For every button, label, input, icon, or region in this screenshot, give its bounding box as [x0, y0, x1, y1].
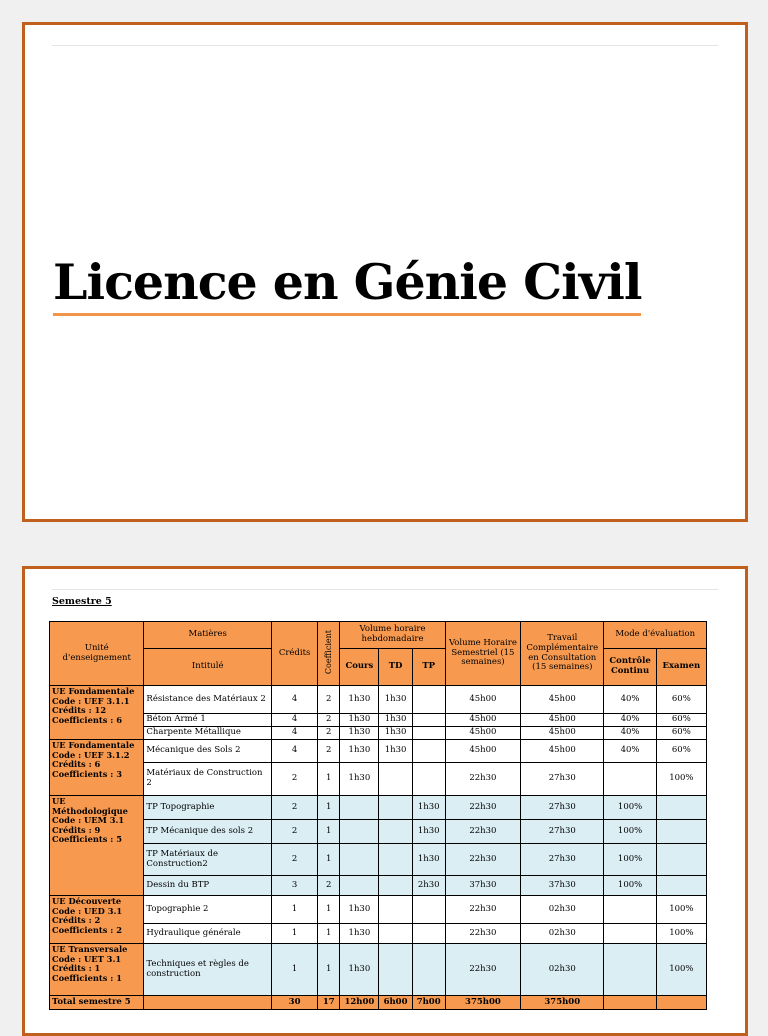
value-cell-co: 2: [318, 727, 340, 740]
subject-cell: Charpente Métallique: [144, 727, 272, 740]
value-cell-cc: 40%: [604, 714, 656, 727]
total-cell-cr: 30: [272, 996, 318, 1010]
value-cell-ex: 60%: [656, 740, 706, 763]
total-cell-vs: 375h00: [445, 996, 520, 1010]
table-row: [50, 796, 707, 820]
value-cell-tc: 02h30: [521, 944, 604, 996]
total-cell-tc: 375h00: [521, 996, 604, 1010]
value-cell-td: [379, 896, 412, 924]
value-cell-cc: 100%: [604, 844, 656, 876]
value-cell-cr: 3: [272, 876, 318, 896]
value-cell-tc: 37h30: [521, 876, 604, 896]
value-cell-ex: 60%: [656, 686, 706, 714]
value-cell-c: 1h30: [340, 896, 379, 924]
value-cell-tp: [412, 924, 445, 944]
value-cell-ex: 60%: [656, 727, 706, 740]
value-cell-c: 1h30: [340, 924, 379, 944]
total-cell-m: [144, 996, 272, 1010]
value-cell-cc: 100%: [604, 876, 656, 896]
value-cell-td: [379, 763, 412, 796]
value-cell-tc: 27h30: [521, 763, 604, 796]
value-cell-td: 1h30: [379, 740, 412, 763]
value-cell-vs: 45h00: [445, 727, 520, 740]
table-body: [50, 686, 707, 1010]
header-controle: Contrôle Continu: [604, 649, 656, 686]
value-cell-co: 1: [318, 924, 340, 944]
unit-cell: UE Découverte Code : UED 3.1 Crédits : 2 Coefficients : 2: [50, 896, 144, 944]
value-cell-vs: 22h30: [445, 944, 520, 996]
header-examen: Examen: [656, 649, 706, 686]
value-cell-c: 1h30: [340, 727, 379, 740]
subject-cell: Mécanique des Sols 2: [144, 740, 272, 763]
unit-cell: UE Fondamentale Code : UEF 3.1.1 Crédits : 12 Coefficients : 6: [50, 686, 144, 740]
semester-page: [22, 566, 748, 1036]
top-rule: [52, 589, 718, 590]
unit-cell: UE Transversale Code : UET 3.1 Crédits : 1 Coefficients : 1: [50, 944, 144, 996]
value-cell-cc: [604, 924, 656, 944]
value-cell-cr: 2: [272, 763, 318, 796]
value-cell-tc: 02h30: [521, 924, 604, 944]
value-cell-cr: 4: [272, 727, 318, 740]
value-cell-vs: 22h30: [445, 820, 520, 844]
unit-cell: UE Fondamentale Code : UEF 3.1.2 Crédits : 6 Coefficients : 3: [50, 740, 144, 796]
curriculum-table: [49, 621, 707, 1010]
value-cell-cc: 40%: [604, 727, 656, 740]
value-cell-tp: [412, 727, 445, 740]
subject-cell: TP Topographie: [144, 796, 272, 820]
value-cell-co: 1: [318, 763, 340, 796]
value-cell-tp: [412, 896, 445, 924]
value-cell-tc: 27h30: [521, 796, 604, 820]
total-cell-ex: [656, 996, 706, 1010]
value-cell-td: [379, 820, 412, 844]
value-cell-tp: 1h30: [412, 844, 445, 876]
value-cell-cr: 4: [272, 714, 318, 727]
subject-cell: Résistance des Matériaux 2: [144, 686, 272, 714]
total-cell-label: Total semestre 5: [50, 996, 144, 1010]
value-cell-c: [340, 796, 379, 820]
value-cell-c: 1h30: [340, 714, 379, 727]
value-cell-co: 2: [318, 686, 340, 714]
value-cell-cc: [604, 944, 656, 996]
value-cell-tc: 27h30: [521, 844, 604, 876]
value-cell-tc: 02h30: [521, 896, 604, 924]
value-cell-vs: 22h30: [445, 844, 520, 876]
total-row: [50, 996, 707, 1010]
value-cell-c: [340, 844, 379, 876]
value-cell-td: [379, 844, 412, 876]
value-cell-cr: 1: [272, 944, 318, 996]
header-coefficient: Coefficient: [318, 622, 340, 686]
value-cell-tp: [412, 714, 445, 727]
value-cell-vs: 45h00: [445, 740, 520, 763]
header-intitule: Intitulé: [144, 649, 272, 686]
value-cell-tc: 27h30: [521, 820, 604, 844]
value-cell-co: 2: [318, 740, 340, 763]
subject-cell: Béton Armé 1: [144, 714, 272, 727]
total-cell-c: 12h00: [340, 996, 379, 1010]
value-cell-cc: 40%: [604, 740, 656, 763]
header-volume-semestriel: Volume Horaire Semestriel (15 semaines): [445, 622, 520, 686]
value-cell-co: 2: [318, 876, 340, 896]
value-cell-cc: 100%: [604, 796, 656, 820]
value-cell-cr: 1: [272, 924, 318, 944]
value-cell-c: [340, 820, 379, 844]
value-cell-ex: 100%: [656, 763, 706, 796]
value-cell-co: 2: [318, 714, 340, 727]
value-cell-td: 1h30: [379, 714, 412, 727]
value-cell-ex: [656, 820, 706, 844]
value-cell-ex: 100%: [656, 924, 706, 944]
subject-cell: Dessin du BTP: [144, 876, 272, 896]
value-cell-td: [379, 944, 412, 996]
header-volume-hebdo: Volume horaire hebdomadaire: [340, 622, 445, 649]
header-mode-evaluation: Mode d'évaluation: [604, 622, 707, 649]
header-matieres: Matières: [144, 622, 272, 649]
value-cell-ex: 100%: [656, 896, 706, 924]
value-cell-td: 1h30: [379, 727, 412, 740]
value-cell-cr: 1: [272, 896, 318, 924]
value-cell-co: 1: [318, 896, 340, 924]
value-cell-c: 1h30: [340, 686, 379, 714]
value-cell-co: 1: [318, 944, 340, 996]
semester-label: Semestre 5: [52, 596, 112, 607]
value-cell-tp: [412, 944, 445, 996]
subject-cell: Topographie 2: [144, 896, 272, 924]
value-cell-c: 1h30: [340, 763, 379, 796]
document-title: Licence en Génie Civil: [53, 253, 641, 316]
value-cell-td: [379, 924, 412, 944]
value-cell-tc: 45h00: [521, 740, 604, 763]
value-cell-vs: 22h30: [445, 896, 520, 924]
value-cell-ex: 60%: [656, 714, 706, 727]
value-cell-tp: 1h30: [412, 820, 445, 844]
value-cell-c: [340, 876, 379, 896]
total-cell-tp: 7h00: [412, 996, 445, 1010]
cover-page: [22, 22, 748, 522]
header-cours: Cours: [340, 649, 379, 686]
total-cell-cc: [604, 996, 656, 1010]
value-cell-cr: 2: [272, 844, 318, 876]
value-cell-vs: 45h00: [445, 686, 520, 714]
value-cell-cc: 100%: [604, 820, 656, 844]
table-row: [50, 740, 707, 763]
value-cell-co: 1: [318, 844, 340, 876]
value-cell-ex: [656, 844, 706, 876]
value-cell-cc: 40%: [604, 686, 656, 714]
subject-cell: TP Mécanique des sols 2: [144, 820, 272, 844]
header-tp: TP: [412, 649, 445, 686]
value-cell-td: [379, 876, 412, 896]
value-cell-ex: 100%: [656, 944, 706, 996]
unit-cell: UE Méthodologique Code : UEM 3.1 Crédits : 9 Coefficients : 5: [50, 796, 144, 896]
subject-cell: Matériaux de Construction 2: [144, 763, 272, 796]
value-cell-tp: [412, 740, 445, 763]
value-cell-tp: [412, 686, 445, 714]
value-cell-ex: [656, 876, 706, 896]
value-cell-tp: 1h30: [412, 796, 445, 820]
value-cell-vs: 45h00: [445, 714, 520, 727]
table-row: [50, 727, 707, 740]
table-row: [50, 820, 707, 844]
table-row: [50, 686, 707, 714]
value-cell-co: 1: [318, 820, 340, 844]
table-row: [50, 896, 707, 924]
value-cell-cr: 4: [272, 686, 318, 714]
subject-cell: Techniques et règles de construction: [144, 944, 272, 996]
value-cell-cr: 2: [272, 796, 318, 820]
value-cell-vs: 37h30: [445, 876, 520, 896]
value-cell-tc: 45h00: [521, 686, 604, 714]
value-cell-cc: [604, 896, 656, 924]
value-cell-tc: 45h00: [521, 714, 604, 727]
header-travail: Travail Complémentaire en Consultation (15 semaines): [521, 622, 604, 686]
table-row: [50, 876, 707, 896]
value-cell-vs: 22h30: [445, 763, 520, 796]
value-cell-c: 1h30: [340, 944, 379, 996]
subject-cell: TP Matériaux de Construction2: [144, 844, 272, 876]
value-cell-tp: 2h30: [412, 876, 445, 896]
value-cell-cc: [604, 763, 656, 796]
header-credits: Crédits: [272, 622, 318, 686]
value-cell-tc: 45h00: [521, 727, 604, 740]
table-row: [50, 714, 707, 727]
table-row: [50, 763, 707, 796]
value-cell-vs: 22h30: [445, 924, 520, 944]
value-cell-cr: 4: [272, 740, 318, 763]
value-cell-vs: 22h30: [445, 796, 520, 820]
header-unite: Unité d'enseignement: [50, 622, 144, 686]
subject-cell: Hydraulique générale: [144, 924, 272, 944]
value-cell-ex: [656, 796, 706, 820]
value-cell-tp: [412, 763, 445, 796]
total-cell-co: 17: [318, 996, 340, 1010]
value-cell-cr: 2: [272, 820, 318, 844]
top-rule: [52, 45, 718, 46]
value-cell-td: 1h30: [379, 686, 412, 714]
value-cell-c: 1h30: [340, 740, 379, 763]
table-row: [50, 944, 707, 996]
table-row: [50, 924, 707, 944]
value-cell-co: 1: [318, 796, 340, 820]
value-cell-td: [379, 796, 412, 820]
table-row: [50, 844, 707, 876]
header-td: TD: [379, 649, 412, 686]
total-cell-td: 6h00: [379, 996, 412, 1010]
